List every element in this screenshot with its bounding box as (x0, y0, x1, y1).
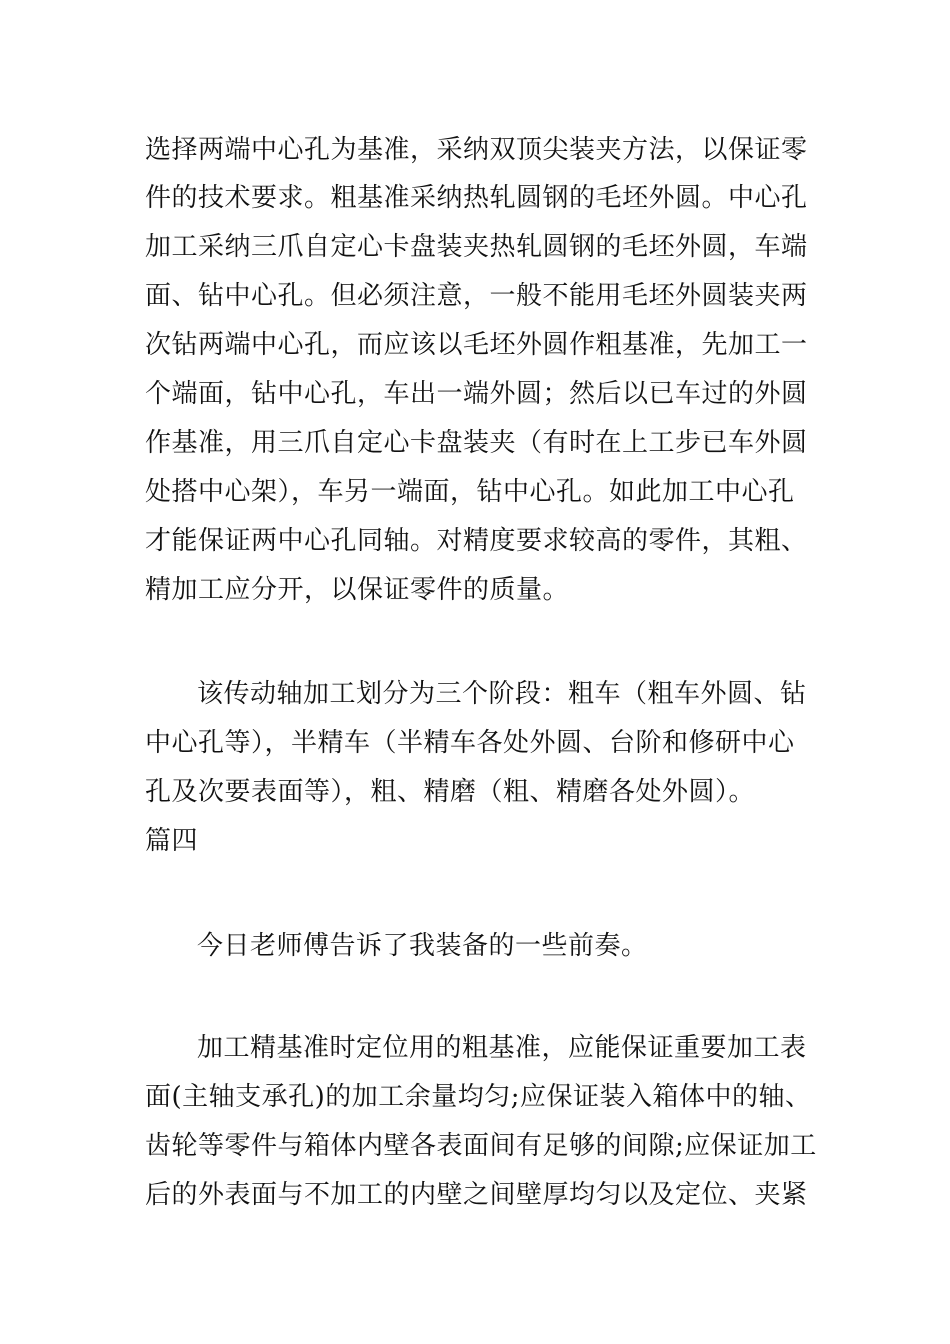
text-line: 件的技术要求。粗基准采纳热轧圆钢的毛坯外圆。中心孔 (145, 183, 808, 213)
text-line: 齿轮等零件与箱体内壁各表面间有足够的间隙;应保证加工 (145, 1131, 817, 1161)
text-line: 作基准，用三爪自定心卡盘装夹（有时在上工步已车外圆 (145, 428, 808, 458)
text-line: 后的外表面与不加工的内壁之间壁厚均匀以及定位、夹紧 (145, 1180, 808, 1210)
text-line: 中心孔等），半精车（半精车各处外圆、台阶和修研中心 (145, 728, 795, 758)
section-heading: 篇四 (145, 826, 199, 856)
text-line: 加工采纳三爪自定心卡盘装夹热轧圆钢的毛坯外圆，车端 (145, 232, 808, 262)
text-line: 个端面，钻中心孔，车出一端外圆；然后以已车过的外圆 (145, 379, 808, 409)
text-line: 处搭中心架），车另一端面，钻中心孔。如此加工中心孔 (145, 477, 795, 507)
text-line: 孔及次要表面等），粗、精磨（粗、精磨各处外圆）。 (145, 777, 756, 807)
text-line: 加工精基准时定位用的粗基准，应能保证重要加工表 (197, 1033, 807, 1063)
text-line: 次钻两端中心孔，而应该以毛坯外圆作粗基准，先加工一 (145, 330, 808, 360)
text-line: 该传动轴加工划分为三个阶段：粗车（粗车外圆、钻 (197, 679, 807, 709)
text-line: 精加工应分开，以保证零件的质量。 (145, 575, 570, 605)
text-line: 才能保证两中心孔同轴。对精度要求较高的零件，其粗、 (145, 526, 808, 556)
text-line: 面、钻中心孔。但必须注意，一般不能用毛坯外圆装夹两 (145, 281, 808, 311)
text-line: 今日老师傅告诉了我装备的一些前奏。 (197, 931, 648, 961)
text-line: 面(主轴支承孔)的加工余量均匀;应保证装入箱体中的轴、 (145, 1082, 812, 1112)
text-line: 选择两端中心孔为基准，采纳双顶尖装夹方法，以保证零 (145, 135, 808, 165)
